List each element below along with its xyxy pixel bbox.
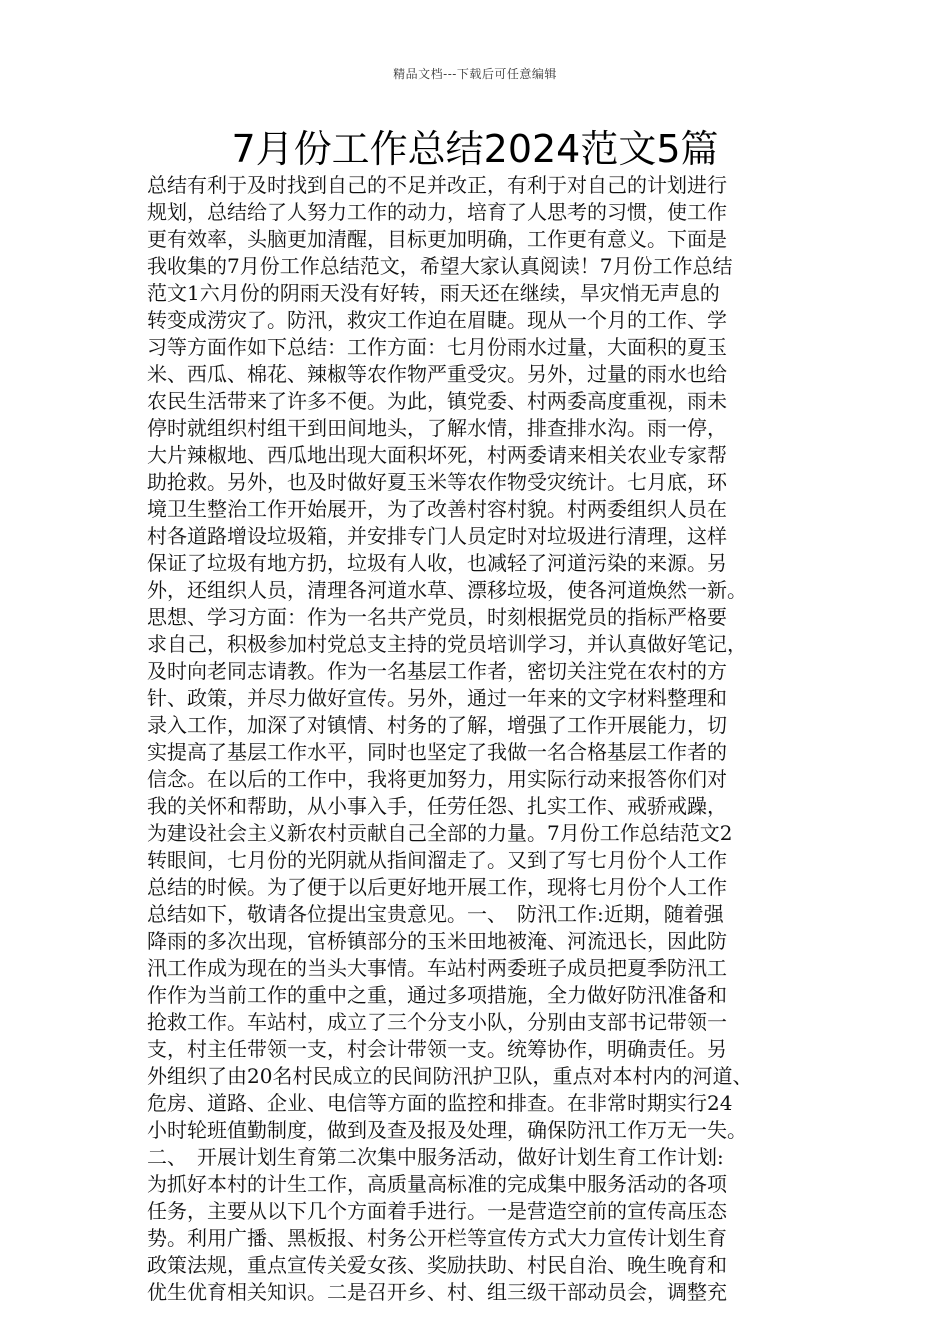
body-line: 境卫生整治工作开始展开，为了改善村容村貌。村两委组织人员在 <box>147 497 727 521</box>
body-line: 政策法规，重点宣传关爱女孩、奖励扶助、村民自治、晚生晚育和 <box>147 1253 727 1277</box>
body-line: 总结如下，敬请各位提出宝贵意见。一、 防汛工作:近期，随着强 <box>147 902 724 926</box>
body-line: 二、 开展计划生育第二次集中服务活动，做好计划生育工作计划: <box>147 1145 724 1169</box>
document-title: 7月份工作总结2024范文5篇 <box>231 127 719 171</box>
body-line: 信念。在以后的工作中，我将更加努力，用实际行动来报答你们对 <box>147 767 727 791</box>
body-line: 作作为当前工作的重中之重，通过多项措施，全力做好防汛准备和 <box>147 983 727 1007</box>
body-line: 总结的时候。为了便于以后更好地开展工作，现将七月份个人工作 <box>147 875 727 899</box>
body-line: 习等方面作如下总结：工作方面：七月份雨水过量，大面积的夏玉 <box>147 335 727 359</box>
body-line: 总结有利于及时找到自己的不足并改正，有利于对自己的计划进行 <box>147 173 727 197</box>
body-line: 小时轮班值勤制度，做到及查及报及处理，确保防汛工作万无一失。 <box>147 1118 747 1142</box>
body-line: 汛工作成为现在的当头大事情。车站村两委班子成员把夏季防汛工 <box>147 956 727 980</box>
body-line: 抢救工作。车站村，成立了三个分支小队，分别由支部书记带领一 <box>147 1010 727 1034</box>
body-line: 范文1六月份的阴雨天没有好转，雨天还在继续，旱灾悄无声息的 <box>147 281 720 305</box>
body-line: 米、西瓜、棉花、辣椒等农作物严重受灾。另外，过量的雨水也给 <box>147 362 727 386</box>
body-line: 村各道路增设垃圾箱，并安排专门人员定时对垃圾进行清理，这样 <box>147 524 727 548</box>
body-line: 农民生活带来了许多不便。为此，镇党委、村两委高度重视，雨未 <box>147 389 727 413</box>
body-line: 针、政策，并尽力做好宣传。另外，通过一年来的文字材料整理和 <box>147 686 727 710</box>
body-line: 危房、道路、企业、电信等方面的监控和排查。在非常时期实行24 <box>147 1091 733 1115</box>
body-line: 实提高了基层工作水平，同时也坚定了我做一名合格基层工作者的 <box>147 740 727 764</box>
body-line: 求自己，积极参加村党总支主持的党员培训学习，并认真做好笔记， <box>147 632 747 656</box>
body-line: 更有效率，头脑更加清醒，目标更加明确，工作更有意义。下面是 <box>147 227 727 251</box>
body-line: 大片辣椒地、西瓜地出现大面积坏死，村两委请来相关农业专家帮 <box>147 443 727 467</box>
body-line: 支，村主任带领一支，村会计带领一支。统筹协作，明确责任。另 <box>147 1037 727 1061</box>
body-line: 外组织了由20名村民成立的民间防汛护卫队，重点对本村内的河道、 <box>147 1064 753 1088</box>
body-line: 思想、学习方面：作为一名共产党员，时刻根据党员的指标严格要 <box>147 605 727 629</box>
body-line: 为建设社会主义新农村贡献自己全部的力量。7月份工作总结范文2 <box>147 821 733 845</box>
body-line: 任务，主要从以下几个方面着手进行。一是营造空前的宣传高压态 <box>147 1199 727 1223</box>
body-line: 及时向老同志请教。作为一名基层工作者，密切关注党在农村的方 <box>147 659 727 683</box>
body-line: 保证了垃圾有地方扔，垃圾有人收，也减轻了河道污染的来源。另 <box>147 551 727 575</box>
body-line: 转眼间，七月份的光阴就从指间溜走了。又到了写七月份个人工作 <box>147 848 727 872</box>
body-line: 外，还组织人员，清理各河道水草、漂移垃圾，使各河道焕然一新。 <box>147 578 747 602</box>
body-line: 势。利用广播、黑板报、村务公开栏等宣传方式大力宣传计划生育 <box>147 1226 727 1250</box>
body-line: 助抢救。另外，也及时做好夏玉米等农作物受灾统计。七月底，环 <box>147 470 727 494</box>
body-text <box>147 172 819 1306</box>
body-line: 录入工作，加深了对镇情、村务的了解，增强了工作开展能力，切 <box>147 713 727 737</box>
body-line: 停时就组织村组干到田间地头，了解水情，排查排水沟。雨一停， <box>147 416 727 440</box>
body-line: 转变成涝灾了。防汛，救灾工作迫在眉睫。现从一个月的工作、学 <box>147 308 727 332</box>
body-line: 为抓好本村的计生工作，高质量高标准的完成集中服务活动的各项 <box>147 1172 727 1196</box>
body-line: 规划，总结给了人努力工作的动力，培育了人思考的习惯，使工作 <box>147 200 727 224</box>
body-line: 降雨的多次出现，官桥镇部分的玉米田地被淹、河流迅长，因此防 <box>147 929 727 953</box>
body-line: 优生优育相关知识。二是召开乡、村、组三级干部动员会，调整充 <box>147 1280 727 1304</box>
header-note: 精品文档---下载后可任意编辑 <box>393 67 557 81</box>
body-line: 我的关怀和帮助，从小事入手，任劳任怨、扎实工作、戒骄戒躁， <box>147 794 727 818</box>
body-line: 我收集的7月份工作总结范文，希望大家认真阅读！7月份工作总结 <box>147 254 733 278</box>
